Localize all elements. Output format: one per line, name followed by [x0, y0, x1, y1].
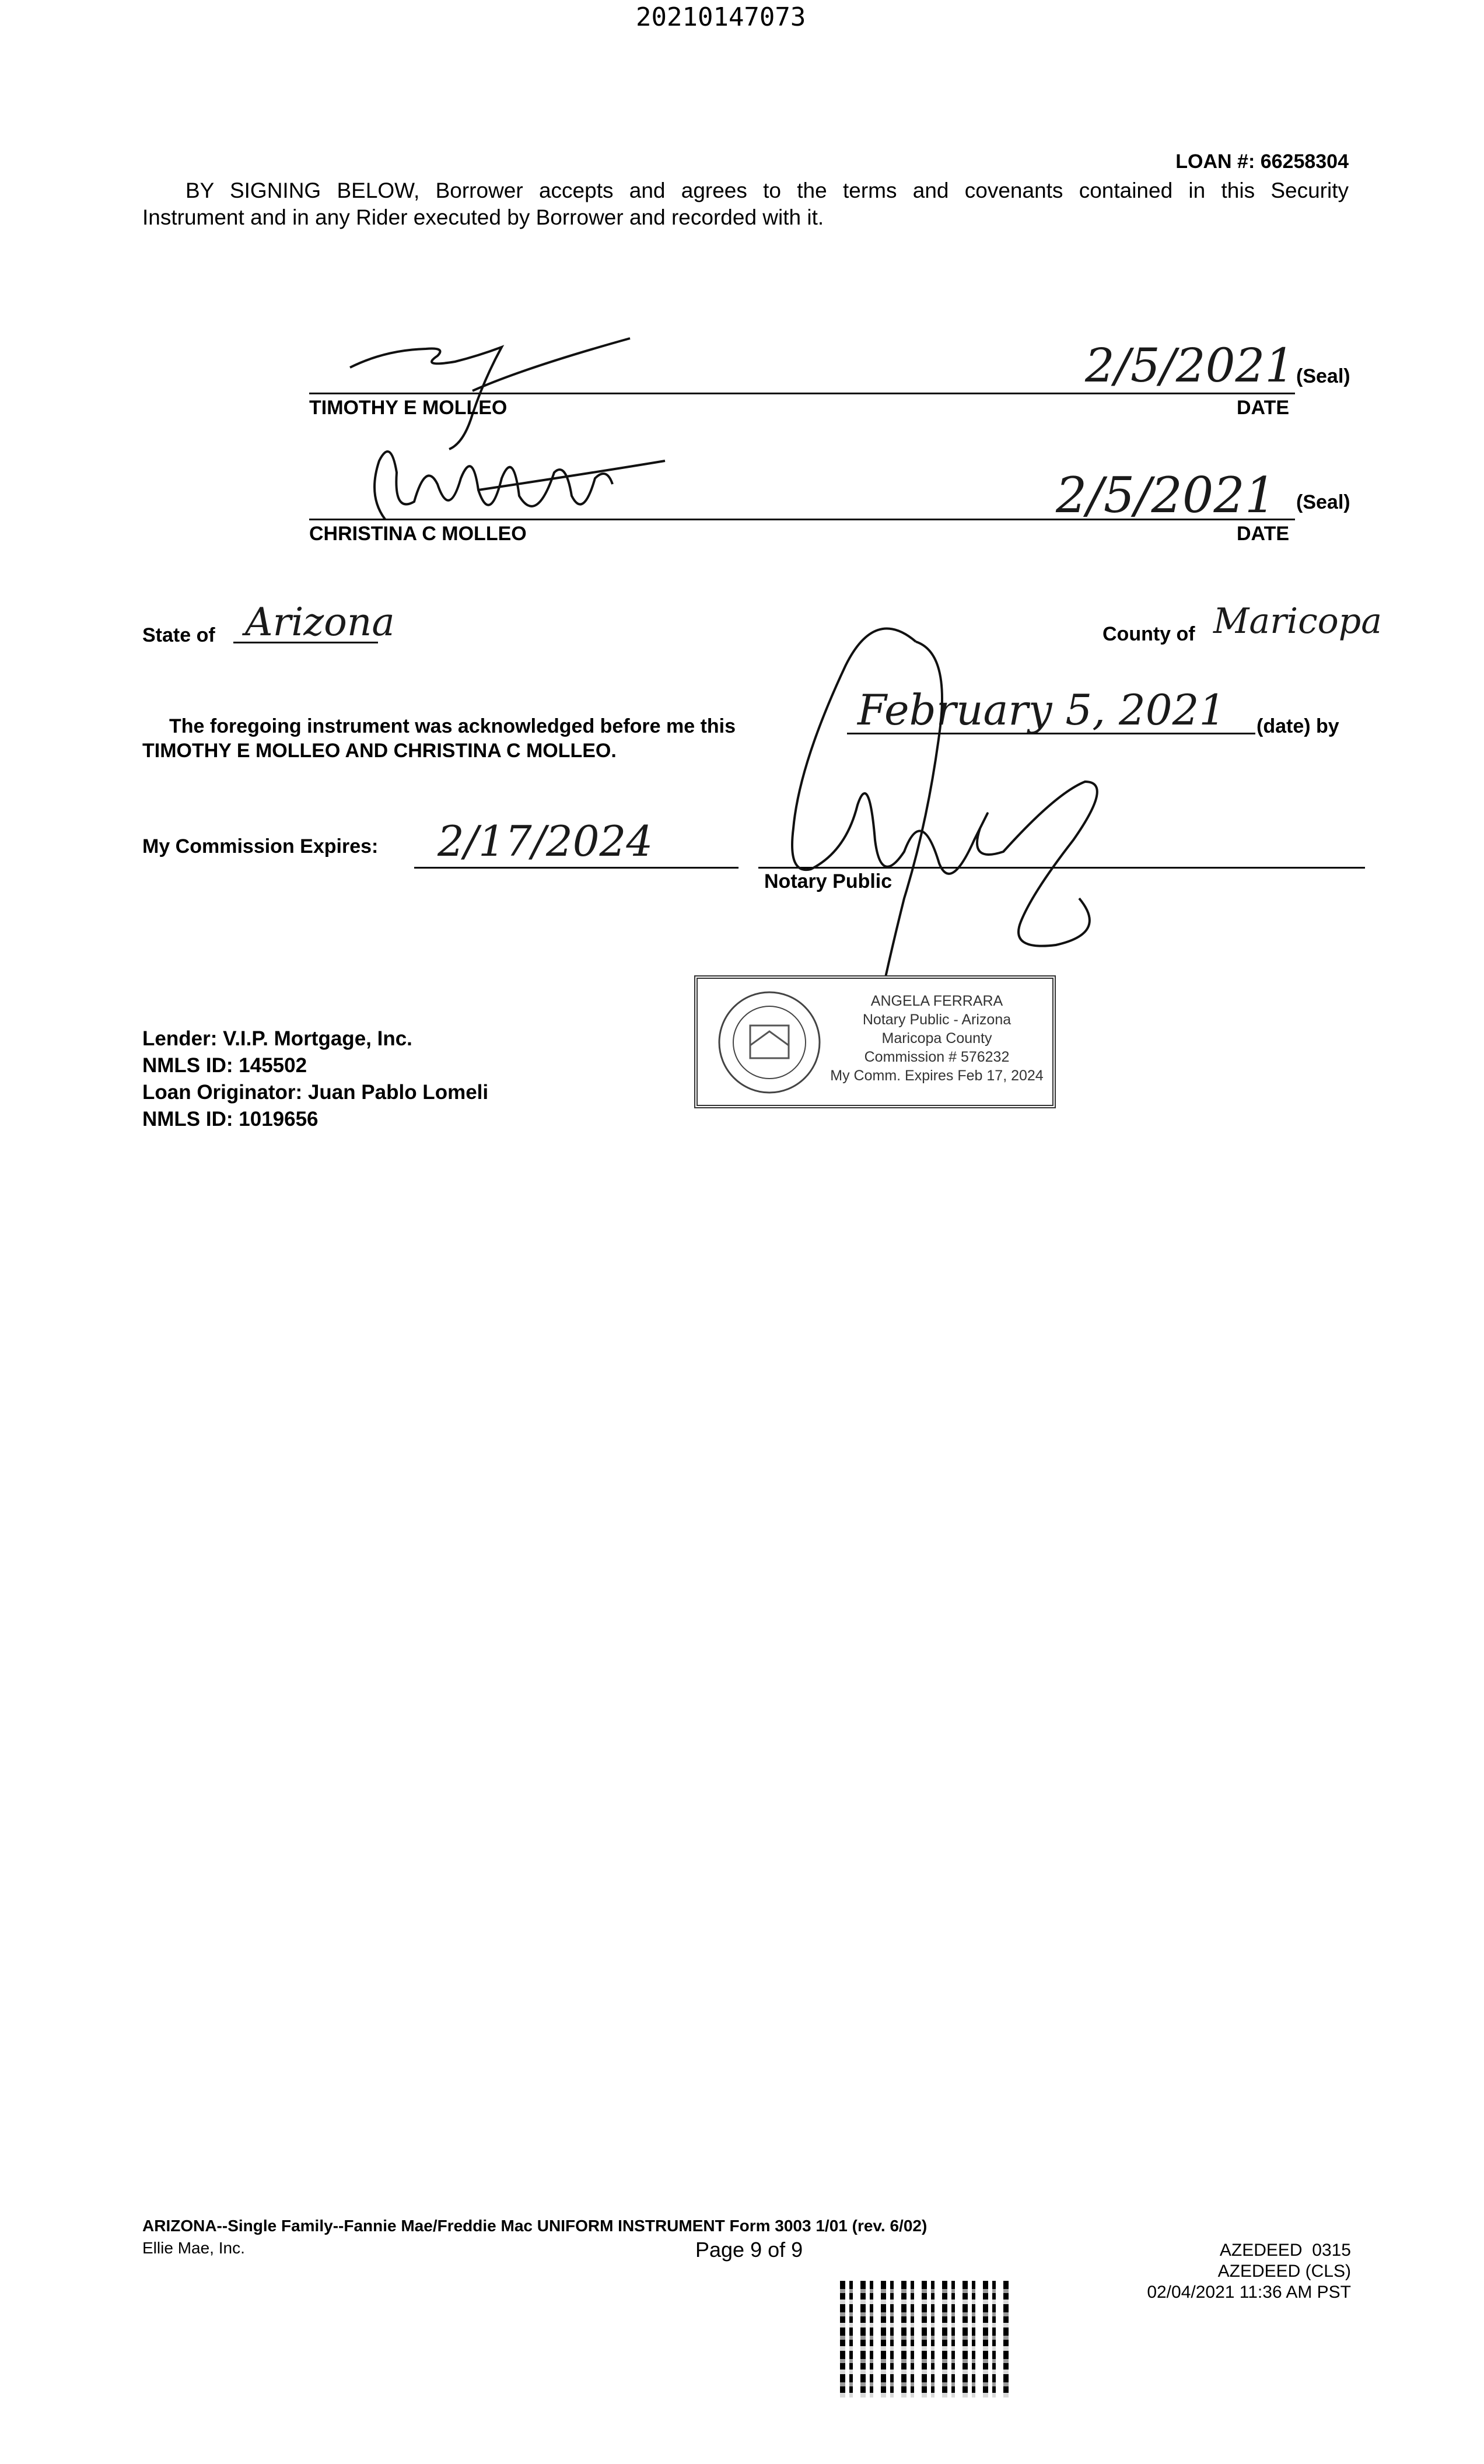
stamp-name: ANGELA FERRARA	[870, 993, 1003, 1009]
county-value: Maricopa	[1213, 601, 1382, 642]
signature-2-seal: (Seal)	[1296, 491, 1350, 513]
signature-2-date: 2/5/2021	[1056, 467, 1276, 524]
signature-1-date: 2/5/2021	[1085, 338, 1295, 393]
intro-line-2: Instrument and in any Rider executed by Borrower and recorded with it.	[142, 205, 824, 229]
ack-date: February 5, 2021	[858, 685, 1226, 734]
borrower-1-name: TIMOTHY E MOLLEO	[309, 397, 508, 419]
signature-1-seal: (Seal)	[1296, 365, 1350, 387]
form-code-1: AZEDEED 0315	[1219, 2241, 1351, 2260]
acknowledged-parties: TIMOTHY E MOLLEO AND CHRISTINA C MOLLEO.	[142, 740, 617, 762]
notary-stamp	[694, 975, 1056, 1108]
stamp-commission: Commission # 576232	[864, 1049, 1010, 1065]
state-seal-icon	[714, 987, 825, 1098]
intro-line-1: BY SIGNING BELOW, Borrower accepts and agrees to the terms and covenants contained in this Security	[186, 178, 1349, 202]
recording-number: 20210147073	[636, 2, 806, 32]
acknowledgment-text: The foregoing instrument was acknowledged before me this	[169, 715, 736, 737]
page-number: Page 9 of 9	[695, 2238, 803, 2262]
footer-codes	[1147, 2240, 1351, 2303]
stamp-title: Notary Public - Arizona	[862, 1012, 1012, 1028]
stamp-expires: My Comm. Expires Feb 17, 2024	[830, 1068, 1044, 1084]
stamp-text	[820, 992, 1054, 1085]
notary-public-label: Notary Public	[764, 870, 892, 892]
vendor-name: Ellie Mae, Inc.	[142, 2239, 245, 2257]
loan-originator: Loan Originator: Juan Pablo Lomeli	[142, 1081, 489, 1104]
originator-nmls: NMLS ID: 1019656	[142, 1108, 318, 1130]
lender-nmls: NMLS ID: 145502	[142, 1054, 307, 1077]
ack-date-suffix: (date) by	[1256, 715, 1339, 737]
signature-1-date-label: DATE	[1237, 397, 1290, 419]
print-timestamp: 02/04/2021 11:36 AM PST	[1147, 2283, 1351, 2302]
form-identifier: ARIZONA--Single Family--Fannie Mae/Freddie Mac UNIFORM INSTRUMENT Form 3003 1/01 (rev. 6/02)	[142, 2217, 928, 2235]
commission-label: My Commission Expires:	[142, 835, 379, 858]
form-code-2: AZEDEED (CLS)	[1217, 2262, 1351, 2281]
loan-number: LOAN #: 66258304	[1175, 150, 1349, 173]
notary-signature	[729, 618, 1196, 1027]
state-label: State of	[142, 624, 215, 646]
stamp-county: Maricopa County	[881, 1030, 992, 1046]
lender-name: Lender: V.I.P. Mortgage, Inc.	[142, 1027, 412, 1050]
document-barcode	[840, 2281, 1009, 2398]
commission-line	[414, 867, 738, 869]
lender-block	[142, 1026, 488, 1133]
county-label: County of	[1102, 623, 1195, 645]
borrower-2-name: CHRISTINA C MOLLEO	[309, 523, 527, 545]
commission-value: 2/17/2024	[438, 817, 653, 866]
signature-2-date-label: DATE	[1237, 523, 1290, 545]
state-value: Arizona	[245, 600, 395, 645]
